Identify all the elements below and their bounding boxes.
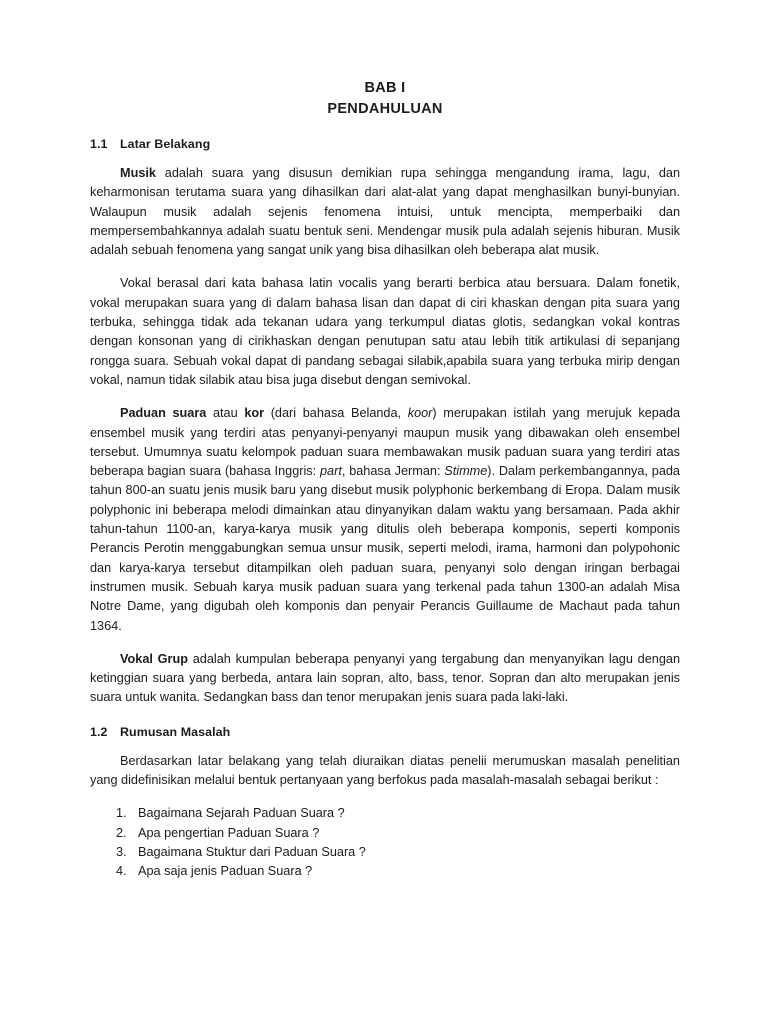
- term-koor-italic: koor: [407, 406, 433, 421]
- paduan-suara-body-2: , bahasa Jerman:: [341, 464, 445, 479]
- section-number-1-1: 1.1: [90, 137, 108, 151]
- paragraph-musik-body: adalah suara yang disusun demikian rupa sehingga mengandung irama, lagu, dan keharmonisan terutama suara yang dihasilkan dari alat-alat yang dapat menghasilkan bunyi-bunyian. Walaupun musik adalah sejenis fenomena intuisi, untuk mencipta, memperbaiki dan mempersembahkannya adalah suatu bentuk seni. Mendengar musik pula adalah sejenis hiburan. Musik adalah sebuah fenomena yang sangat unik yang bisa dihasilkan oleh beberapa alat musik.: [90, 166, 680, 258]
- list-item-text: Bagaimana Stuktur dari Paduan Suara ?: [138, 844, 366, 859]
- paragraph-rumusan-intro: Berdasarkan latar belakang yang telah diuraikan diatas penelii merumuskan masalah penelitian yang didefinisikan melalui bentuk pertanyaan yang berfokus pada masalah-masalah sebagai berikut :: [90, 753, 680, 788]
- section-heading-rumusan-masalah: [90, 724, 680, 740]
- list-item-text: Apa saja jenis Paduan Suara ?: [138, 864, 313, 879]
- list-item-text: Apa pengertian Paduan Suara ?: [138, 825, 320, 840]
- paduan-suara-conj: atau: [206, 406, 245, 421]
- term-kor: kor: [244, 406, 265, 421]
- section-title-1-2: Rumusan Masalah: [120, 724, 231, 739]
- paduan-suara-paren-open: (dari bahasa Belanda,: [264, 406, 408, 421]
- document-content: [90, 78, 680, 882]
- list-item: [90, 804, 680, 823]
- term-musik: Musik: [120, 166, 156, 180]
- list-item: [90, 843, 680, 862]
- list-item: [90, 824, 680, 843]
- document-title-line1: BAB I: [364, 80, 406, 96]
- list-item-marker: 1.: [116, 806, 127, 821]
- section-heading-latar-belakang: [90, 136, 680, 152]
- paragraph-vokal-grup-body: adalah kumpulan beberapa penyanyi yang tergabung dan menyanyikan lagu dengan ketinggian suara yang berbeda, antara lain sopran, alto, bass, tenor. Sopran dan alto merupakan jenis suara untuk wanita. Sedangkan bass dan tenor merupakan jenis suara pada laki-laki.: [90, 651, 680, 705]
- list-item-marker: 2.: [116, 825, 127, 840]
- list-item-text: Bagaimana Sejarah Paduan Suara ?: [138, 806, 345, 821]
- list-item-marker: 4.: [116, 864, 127, 879]
- paragraph-paduan-suara: [90, 404, 680, 636]
- term-vokal-grup: Vokal Grup: [120, 651, 188, 666]
- paragraph-musik: [90, 164, 680, 260]
- list-item-marker: 3.: [116, 844, 127, 859]
- term-paduan-suara: Paduan suara: [120, 406, 207, 421]
- term-stimme-italic: Stimme: [444, 464, 488, 479]
- paduan-suara-body-1: ) merupakan istilah yang merujuk kepada ensembel musik yang terdiri atas penyanyi-penyanyi maupun musik yang dibawakan oleh ensembel tersebut. Umumnya suatu kelompok paduan suara membawakan musik paduan suara yang terdiri atas beberapa bagian suara (bahasa Inggris:: [90, 406, 680, 479]
- section-title-1-1: Latar Belakang: [120, 137, 211, 151]
- section-number-1-2: 1.2: [90, 724, 108, 739]
- document-title-line2: PENDAHULUAN: [327, 101, 443, 117]
- paragraph-vokal-grup: [90, 650, 680, 708]
- term-part-italic: part: [319, 464, 342, 479]
- paduan-suara-body-3: ). Dalam perkembangannya, pada tahun 800-an suatu jenis musik baru yang disebut musik polyphonic berkembang di Eropa. Dalam musik polyphonic ini beberapa melodi dimainkan atau dinyanyikan dalam waktu yang bersamaan. Pada akhir tahun-tahun 1100-an, karya-karya musik yang ditulis oleh beberapa komponis, seperti komponis Perancis Perotin menggabungkan semua unsur musik, seperti melodi, irama, harmoni dan polypohonic dan karya-karya tersebut ditampilkan oleh paduan suara, penyanyi solo dengan iringan berbagai instrumen musik. Sebuah karya musik paduan suara yang terkenal pada tahun 1300-an adalah Misa Notre Dame, yang digubah oleh komponis dan penyair Perancis Guillaume de Machaut pada tahun 1364.: [90, 464, 680, 633]
- list-item: [90, 862, 680, 881]
- paragraph-vokal: Vokal berasal dari kata bahasa latin vocalis yang berarti berbica atau bersuara. Dalam fonetik, vokal merupakan suara yang di dalam bahasa lisan dan dapat di ciri khaskan dengan pita suara yang terbuka, sehingga tidak ada tekanan udara yang terkumpul diatas glotis, sedangkan vokal kontras dengan konsonan yang di cirikhaskan dengan penutupan satu atau lebih titik artikulasi di sepanjang rongga suara. Sebuah vokal dapat di pandang sebagai silabik,apabila suara yang terbuka mirip dengan vokal, namun tidak silabik atau bisa juga disebut dengan semivokal.: [90, 276, 680, 387]
- research-question-list: [90, 804, 680, 881]
